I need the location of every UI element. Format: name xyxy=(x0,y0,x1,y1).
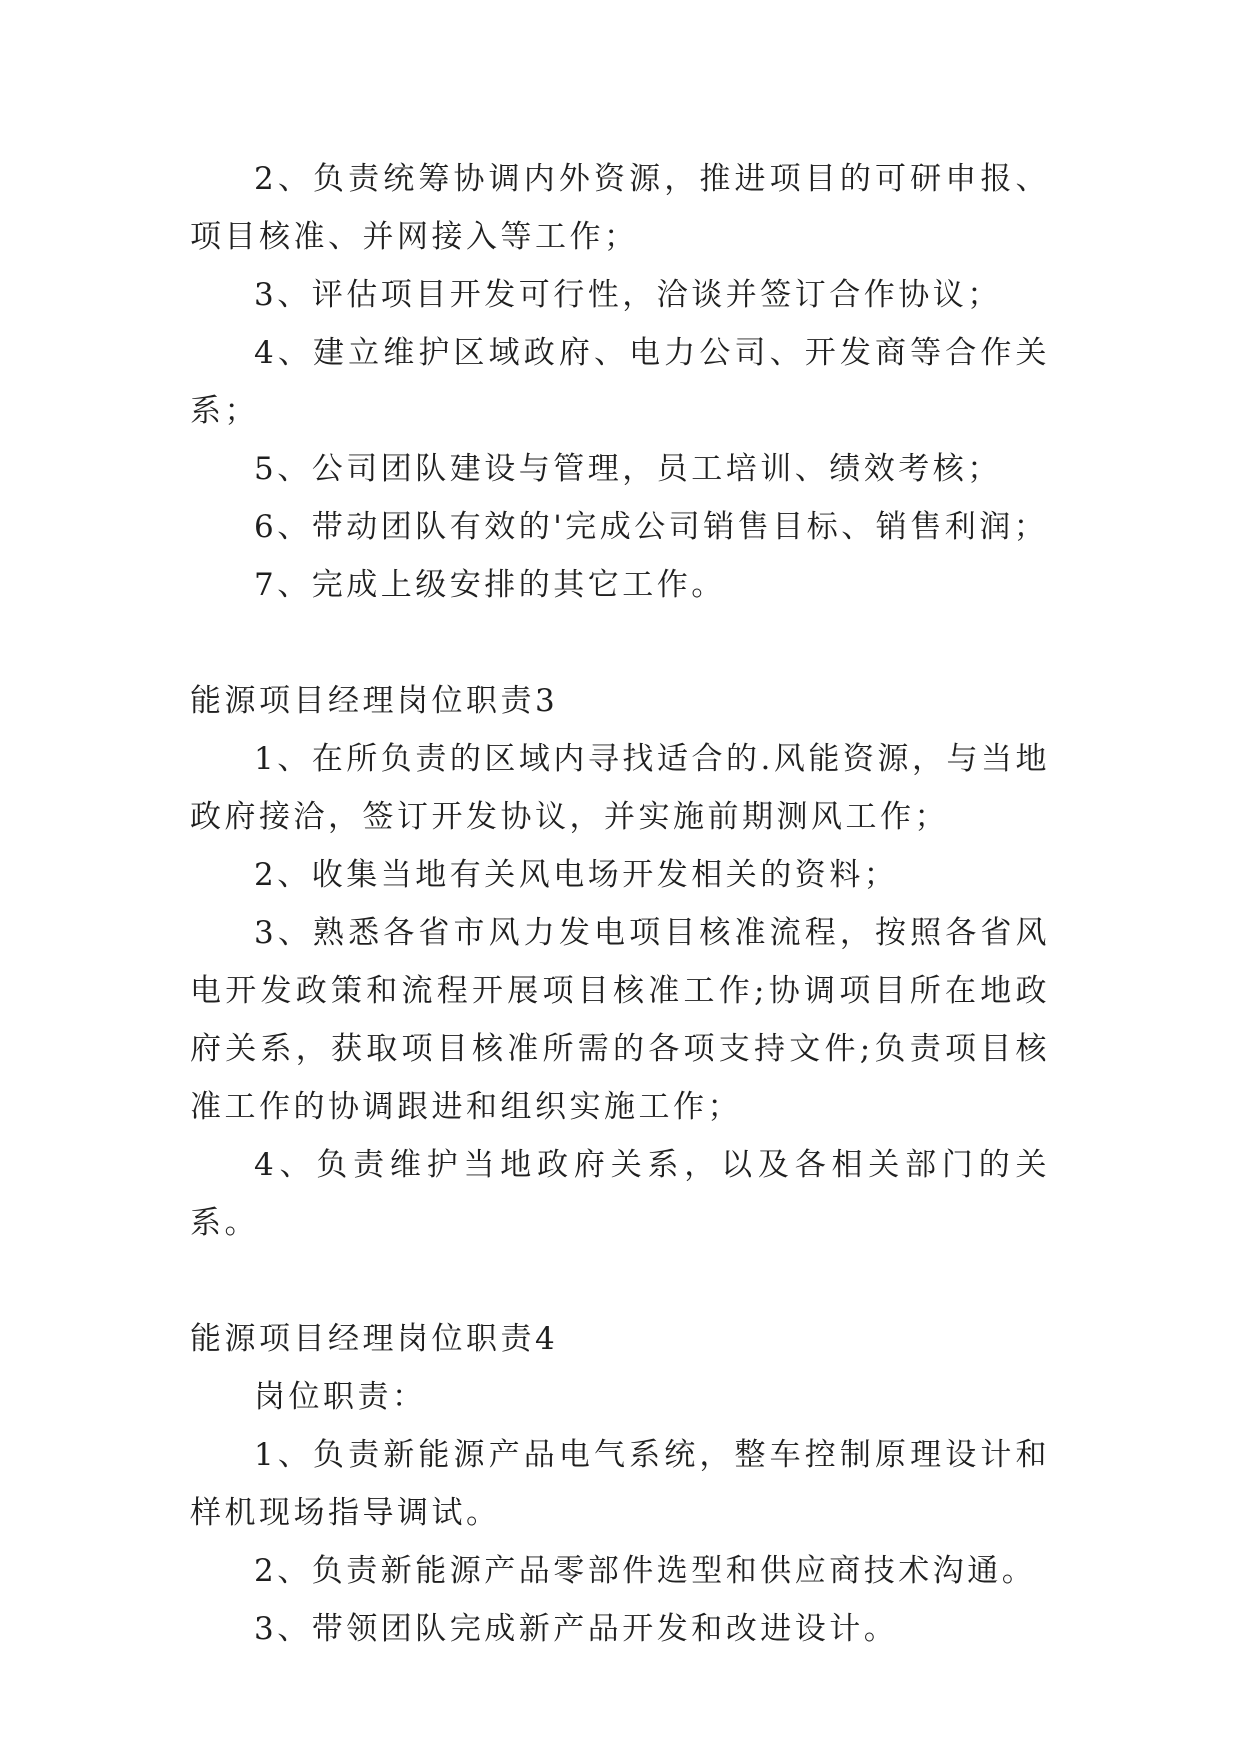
section-spacer xyxy=(190,614,1050,672)
list-item: 7、完成上级安排的其它工作。 xyxy=(254,567,726,603)
list-item: 2、收集当地有关风电场开发相关的资料； xyxy=(254,857,899,893)
list-item: 2、负责新能源产品零部件选型和供应商技术沟通。 xyxy=(254,1553,1037,1589)
list-item: 2、负责统筹协调内外资源，推进项目的可研申报、项目核准、并网接入等工作； xyxy=(190,161,1050,255)
list-item: 3、熟悉各省市风力发电项目核准流程，按照各省风电开发政策和流程开展项目核准工作;协调项目所在地政府关系，获取项目核准所需的各项支持文件;负责项目核准工作的协调跟进和组织实施工作； xyxy=(190,915,1050,1125)
list-item: 1、负责新能源产品电气系统，整车控制原理设计和样机现场指导调试。 xyxy=(190,1437,1050,1531)
document-body xyxy=(190,150,1050,1658)
section-spacer xyxy=(190,1252,1050,1310)
list-item: 3、评估项目开发可行性，洽谈并签订合作协议； xyxy=(254,277,1002,313)
section-heading: 能源项目经理岗位职责4 xyxy=(190,1321,559,1357)
list-item: 5、公司团队建设与管理，员工培训、绩效考核； xyxy=(254,451,1002,487)
list-item: 4、建立维护区域政府、电力公司、开发商等合作关系； xyxy=(190,335,1050,429)
list-item: 1、在所负责的区域内寻找适合的.风能资源，与当地政府接洽，签订开发协议，并实施前期测风工作； xyxy=(190,741,1050,835)
list-item: 6、带动团队有效的'完成公司销售目标、销售利润； xyxy=(254,509,1049,545)
list-item: 4、负责维护当地政府关系，以及各相关部门的关系。 xyxy=(190,1147,1050,1241)
section-heading: 能源项目经理岗位职责3 xyxy=(190,683,559,719)
list-item: 3、带领团队完成新产品开发和改进设计。 xyxy=(254,1611,899,1647)
section-subheading: 岗位职责： xyxy=(254,1379,427,1415)
